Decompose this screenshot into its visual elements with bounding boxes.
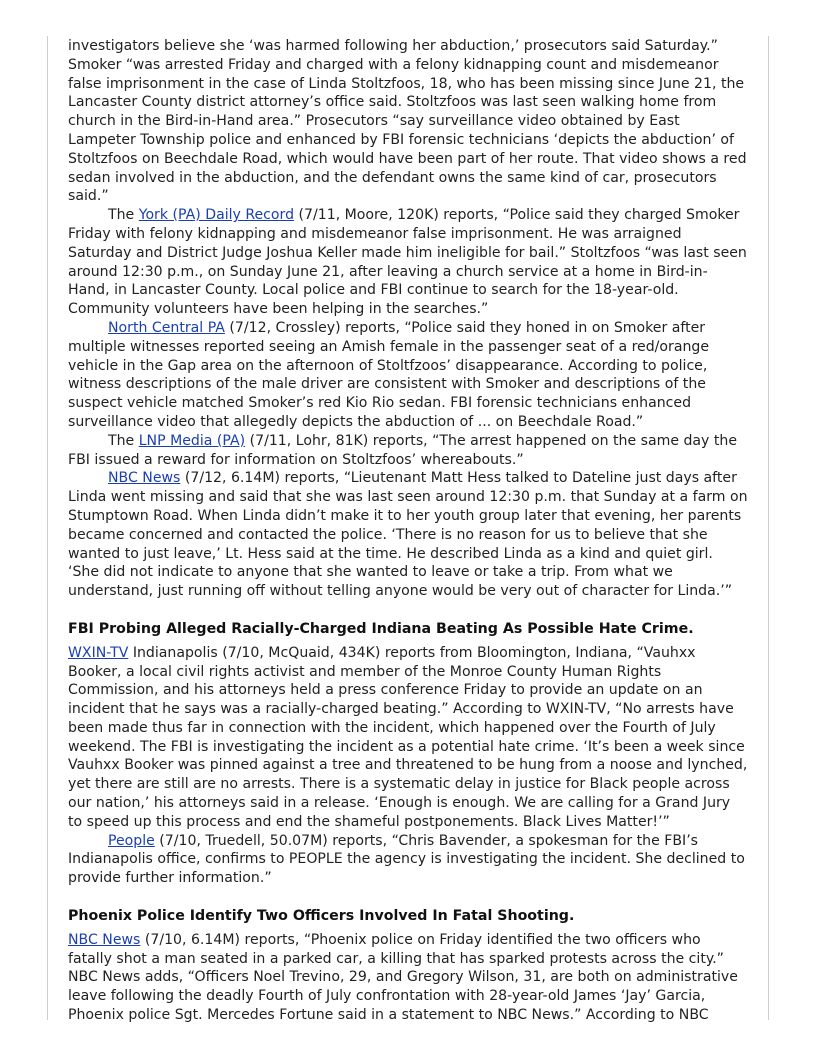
paragraph xyxy=(68,432,748,470)
source-link-north-central-pa[interactable]: North Central PA xyxy=(108,319,225,336)
paragraph-text: (7/11, Moore, 120K) reports, “Police said they charged Smoker Friday with felony kidnapping and misdemeanor false imprisonment. He was arraigned Saturday and District Judge Joshua Keller made him ineligible for bail.” Stoltzfoos “was last seen around 12:30 p.m., on Sunday June 21, after leaving a church service at a home in Bird-in-Hand, in Lancaster County. Local police and FBI continue to search for the 18-year-old. Community volunteers have been helping in the searches.” xyxy=(68,207,747,318)
paragraph-text: (7/10, Truedell, 50.07M) reports, “Chris Bavender, a spokesman for the FBI’s Indianapolis office, confirms to PEOPLE the agency is investigating the incident. She declined to provide further information.” xyxy=(68,832,745,887)
document-page xyxy=(68,37,748,1025)
source-link-people[interactable]: People xyxy=(108,832,155,849)
source-link-wxin-tv[interactable]: WXIN-TV xyxy=(68,644,129,661)
paragraph-text: (7/10, 6.14M) reports, “Phoenix police on Friday identified the two officers who fatally shot a man seated in a parked car, a killing that has sparked protests across the city.” NBC News adds, “Officers Noel Trevino, 29, and Gregory Wilson, 31, are both on administrative leave following the deadly Fourth of July confrontation with 28-year-old James ‘Jay’ Garcia, Phoenix police Sgt. Mercedes Fortune said in a statement to NBC News.” According to NBC xyxy=(68,931,738,1024)
paragraph-text: (7/11, Lohr, 81K) reports, “The arrest happened on the same day the FBI issued a reward for information on Stoltzfoos’ whereabouts.” xyxy=(68,432,738,468)
paragraph-text: Indianapolis (7/10, McQuaid, 434K) reports from Bloomington, Indiana, “Vauhxx Booker, a local civil rights activist and member of the Monroe County Human Rights Commission, and his attorneys held a press conference Friday to provide an update on an incident that he says was a racially-charged beating.” According to WXIN-TV, “No arrests have been made thus far in connection with the incident, which happened over the Fourth of July weekend. The FBI is investigating the incident as a potential hate crime. ‘It’s been a week since Vauhxx Booker was pinned against a tree and threatened to be hung from a noose and lynched, yet there are still are no arrests. There is a systematic delay in justice for Black people across our nation,’ his attorneys said in a release. ‘Enough is enough. We are calling for a Grand Jury to speed up this process and end the shameful postponements. Black Lives Matter!’” xyxy=(68,644,748,830)
source-link-lnp-media[interactable]: LNP Media (PA) xyxy=(138,432,246,449)
right-margin-rule xyxy=(768,36,769,1020)
article-heading: Phoenix Police Identify Two Officers Involved In Fatal Shooting. xyxy=(68,908,575,925)
source-link-nbc-news[interactable]: NBC News xyxy=(68,931,141,948)
source-link-nbc-news[interactable]: NBC News xyxy=(108,470,181,487)
paragraph-prefix: The xyxy=(108,207,139,224)
article-heading: FBI Probing Alleged Racially-Charged Indiana Beating As Possible Hate Crime. xyxy=(68,620,694,637)
paragraph: investigators believe she ‘was harmed following her abduction,’ prosecutors said Saturday.” Smoker “was arrested Friday and charged with a felony kidnapping count and misdemeanor false imprisonment in the case of Linda Stoltzfoos, 18, who has been missing since June 21, the Lancaster County district attorney’s office said. Stoltzfoos was last seen walking home from church in the Bird-in-Hand area.” Prosecutors “say surveillance video obtained by East Lampeter Township police and enhanced by FBI forensic technicians ‘depicts the abduction’ of Stoltzfoos on Beechdale Road, which would have been part of her route. That video shows a red sedan involved in the abduction, and the defendant owns the same kind of car, prosecutors said.” xyxy=(68,38,747,205)
paragraph xyxy=(68,319,748,432)
paragraph xyxy=(68,469,748,601)
paragraph-prefix: The xyxy=(108,432,139,449)
paragraph xyxy=(68,644,748,832)
left-margin-rule xyxy=(47,36,48,1020)
paragraph xyxy=(68,931,748,1025)
source-link-york-daily-record[interactable]: York (PA) Daily Record xyxy=(138,207,295,224)
paragraph-text: (7/12, 6.14M) reports, “Lieutenant Matt Hess talked to Dateline just days after Linda went missing and said that she was last seen around 12:30 p.m. that Sunday at a farm on Stumptown Road. When Linda didn’t make it to her youth group later that evening, her parents became concerned and contacted the police. ‘There is no reason for us to believe that she wanted to just leave,’ Lt. Hess said at the time. He described Linda as a kind and quiet girl. ‘She did not indicate to anyone that she wanted to leave or take a trip. From what we understand, just running off without telling anyone would be very out of character for Linda.’” xyxy=(68,470,748,600)
paragraph-text: (7/12, Crossley) reports, “Police said they honed in on Smoker after multiple witnesses reported seeing an Amish female in the passenger seat of a red/orange vehicle in the Gap area on the afternoon of Stoltfzoos’ disappearance. According to police, witness descriptions of the male driver are consistent with Smoker and descriptions of the suspect vehicle matched Smoker’s red Kio Rio sedan. FBI forensic technicians enhanced surveillance video that allegedly depicts the abduction of ... on Beechdale Road.” xyxy=(68,319,710,430)
paragraph xyxy=(68,832,748,888)
paragraph xyxy=(68,206,748,319)
